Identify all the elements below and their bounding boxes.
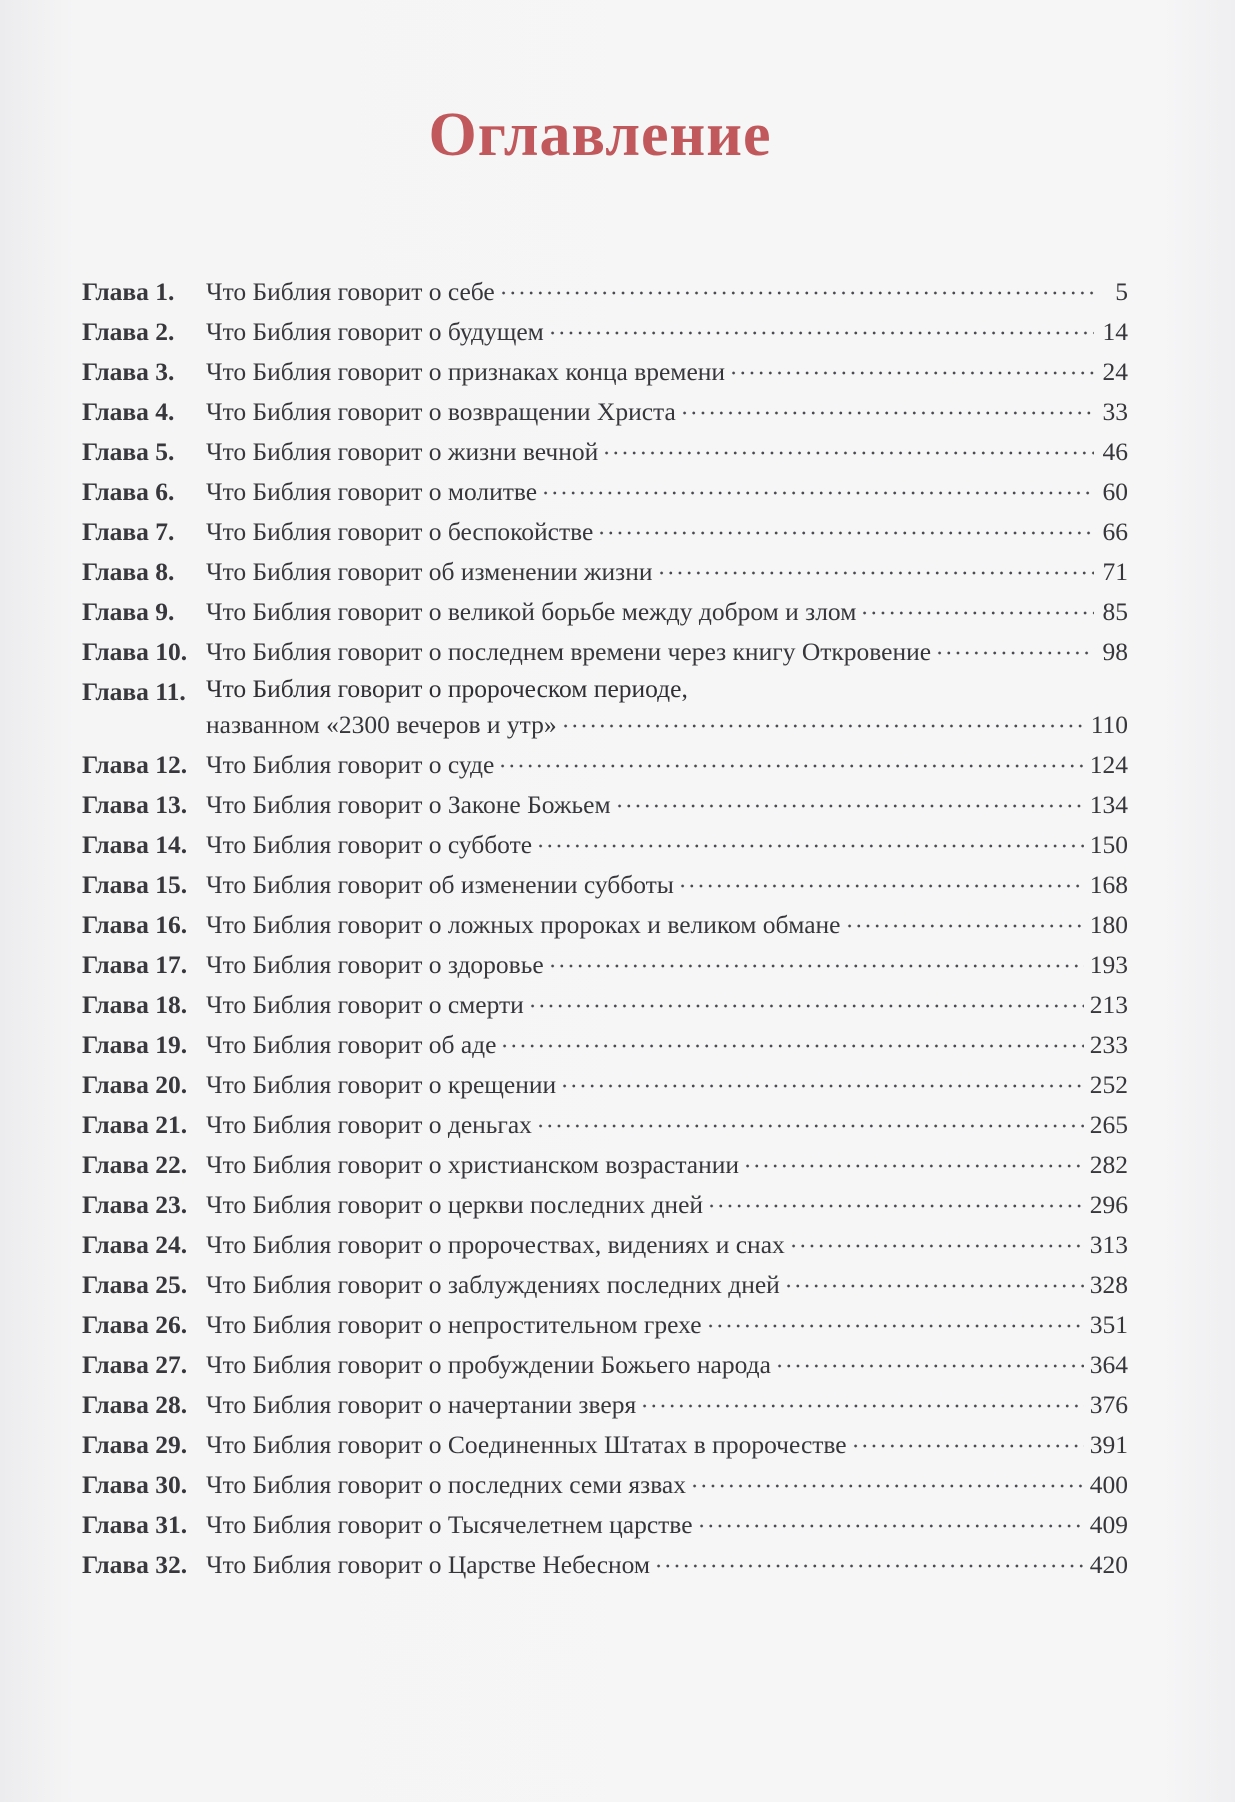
toc-entry[interactable] xyxy=(82,1265,1128,1305)
dot-leader xyxy=(680,391,1094,417)
chapter-label: Глава 27. xyxy=(82,1350,188,1379)
chapter-label: Глава 11. xyxy=(82,677,186,706)
chapter-label: Глава 10. xyxy=(82,637,188,666)
chapter-label: Глава 14. xyxy=(82,830,188,859)
chapter-label: Глава 9. xyxy=(82,597,175,626)
chapter-title: Что Библия говорит о молитве xyxy=(206,477,538,506)
toc-entry[interactable] xyxy=(82,825,1128,865)
page-number: 180 xyxy=(1089,910,1128,939)
dot-leader xyxy=(615,784,1084,810)
dot-leader xyxy=(498,744,1083,770)
chapter-label: Глава 2. xyxy=(82,317,175,346)
toc-entry[interactable] xyxy=(82,745,1128,785)
dot-leader xyxy=(536,824,1084,850)
page-number: 134 xyxy=(1089,790,1128,819)
chapter-title: Что Библия говорит о будущем xyxy=(206,317,544,346)
table-of-contents xyxy=(82,272,1128,1585)
chapter-title: Что Библия говорит о Тысячелетнем царстве xyxy=(206,1510,693,1539)
page-number: 213 xyxy=(1089,990,1128,1019)
dot-leader xyxy=(935,631,1094,657)
dot-leader xyxy=(851,1424,1084,1450)
chapter-label: Глава 1. xyxy=(82,277,175,306)
page-number: 193 xyxy=(1089,950,1128,979)
chapter-title: Что Библия говорит о здоровье xyxy=(206,950,544,979)
chapter-title: Что Библия говорит о суде xyxy=(206,750,495,779)
chapter-title: Что Библия говорит о беспокойстве xyxy=(206,517,594,546)
chapter-title: Что Библия говорит о пророческом периоде, xyxy=(206,674,688,703)
dot-leader xyxy=(789,1224,1084,1250)
page-number: 33 xyxy=(1102,397,1128,426)
chapter-label: Глава 26. xyxy=(82,1310,188,1339)
chapter-title: Что Библия говорит о ложных пророках и великом обмане xyxy=(206,910,841,939)
page-number: 420 xyxy=(1089,1550,1128,1579)
dot-leader xyxy=(560,1064,1084,1090)
chapter-label: Глава 25. xyxy=(82,1270,188,1299)
chapter-label: Глава 29. xyxy=(82,1430,188,1459)
toc-entry[interactable] xyxy=(82,592,1128,632)
toc-entry[interactable] xyxy=(82,905,1128,945)
toc-entry[interactable] xyxy=(82,1185,1128,1225)
page-number: 60 xyxy=(1102,477,1128,506)
dot-leader xyxy=(528,984,1084,1010)
chapter-title: Что Библия говорит о пророчествах, видениях и снах xyxy=(206,1230,785,1259)
page-number: 71 xyxy=(1102,557,1128,586)
toc-entry[interactable] xyxy=(82,1545,1128,1585)
chapter-label: Глава 17. xyxy=(82,950,188,979)
toc-entry[interactable] xyxy=(82,272,1128,312)
chapter-label: Глава 18. xyxy=(82,990,188,1019)
page-number: 391 xyxy=(1089,1430,1128,1459)
chapter-label: Глава 22. xyxy=(82,1150,188,1179)
chapter-label: Глава 12. xyxy=(82,750,188,779)
toc-entry[interactable] xyxy=(82,945,1128,985)
page-number: 282 xyxy=(1089,1150,1128,1179)
page-number: 364 xyxy=(1089,1350,1128,1379)
chapter-label: Глава 23. xyxy=(82,1190,188,1219)
dot-leader xyxy=(860,591,1094,617)
page-number: 409 xyxy=(1089,1510,1128,1539)
toc-entry[interactable] xyxy=(82,785,1128,825)
chapter-title: Что Библия говорит об изменении жизни xyxy=(206,557,653,586)
page-number: 328 xyxy=(1089,1270,1128,1299)
chapter-title: Что Библия говорит о пробуждении Божьего народа xyxy=(206,1350,771,1379)
chapter-label: Глава 31. xyxy=(82,1510,188,1539)
dot-leader xyxy=(784,1264,1084,1290)
toc-entry[interactable] xyxy=(82,1105,1128,1145)
chapter-label: Глава 21. xyxy=(82,1110,188,1139)
chapter-label: Глава 24. xyxy=(82,1230,188,1259)
page-number: 168 xyxy=(1089,870,1128,899)
page-number: 85 xyxy=(1102,597,1128,626)
chapter-label: Глава 6. xyxy=(82,477,175,506)
chapter-label: Глава 13. xyxy=(82,790,188,819)
dot-leader xyxy=(707,1184,1084,1210)
toc-entry[interactable] xyxy=(82,1385,1128,1425)
chapter-title: Что Библия говорит о крещении xyxy=(206,1070,557,1099)
chapter-title: Что Библия говорит о заблуждениях последних дней xyxy=(206,1270,780,1299)
toc-entry[interactable] xyxy=(82,472,1128,512)
toc-entry[interactable] xyxy=(82,1505,1128,1545)
toc-entry[interactable] xyxy=(82,1145,1128,1185)
chapter-label: Глава 5. xyxy=(82,437,175,466)
dot-leader xyxy=(561,704,1085,730)
page-number: 313 xyxy=(1089,1230,1128,1259)
chapter-label: Глава 3. xyxy=(82,357,175,386)
toc-entry[interactable] xyxy=(82,672,1128,745)
toc-entry[interactable] xyxy=(82,1465,1128,1505)
toc-entry[interactable] xyxy=(82,1065,1128,1105)
chapter-label: Глава 16. xyxy=(82,910,188,939)
toc-entry[interactable] xyxy=(82,392,1128,432)
page-number: 98 xyxy=(1102,637,1128,666)
chapter-title: Что Библия говорит о непростительном грехе xyxy=(206,1310,702,1339)
page-number: 5 xyxy=(1115,277,1128,306)
dot-leader xyxy=(775,1344,1084,1370)
page-title: Оглавление xyxy=(428,101,772,169)
dot-leader xyxy=(678,864,1084,890)
toc-entry[interactable] xyxy=(82,865,1128,905)
page-number: 124 xyxy=(1089,750,1128,779)
dot-leader xyxy=(541,471,1094,497)
dot-leader xyxy=(729,351,1094,377)
page-number: 265 xyxy=(1089,1110,1128,1139)
chapter-title: Что Библия говорит о себе xyxy=(206,277,495,306)
dot-leader xyxy=(845,904,1084,930)
chapter-label: Глава 20. xyxy=(82,1070,188,1099)
toc-entry[interactable] xyxy=(82,985,1128,1025)
page-number: 24 xyxy=(1102,357,1128,386)
toc-entry[interactable] xyxy=(82,352,1128,392)
chapter-title: Что Библия говорит о признаках конца времени xyxy=(206,357,726,386)
toc-entry[interactable] xyxy=(82,1225,1128,1265)
chapter-title: Что Библия говорит о жизни вечной xyxy=(206,437,599,466)
chapter-title: Что Библия говорит о субботе xyxy=(206,830,533,859)
page-number: 150 xyxy=(1089,830,1128,859)
dot-leader xyxy=(500,1024,1083,1050)
page-number: 252 xyxy=(1089,1070,1128,1099)
chapter-title: Что Библия говорит о Законе Божьем xyxy=(206,790,611,819)
toc-entry[interactable] xyxy=(82,632,1128,672)
page-number: 46 xyxy=(1102,437,1128,466)
dot-leader xyxy=(548,944,1084,970)
page-number: 110 xyxy=(1090,710,1128,739)
chapter-title: Что Библия говорит о великой борьбе между добром и злом xyxy=(206,597,857,626)
dot-leader xyxy=(548,311,1094,337)
page-number: 66 xyxy=(1102,517,1128,546)
dot-leader xyxy=(743,1144,1084,1170)
page-number: 233 xyxy=(1089,1030,1128,1059)
chapter-label: Глава 4. xyxy=(82,397,175,426)
page-number: 400 xyxy=(1089,1470,1128,1499)
toc-entry[interactable] xyxy=(82,432,1128,472)
dot-leader xyxy=(657,551,1094,577)
chapter-label: Глава 8. xyxy=(82,557,175,586)
chapter-title: Что Библия говорит о последних семи язвах xyxy=(206,1470,686,1499)
chapter-label: Глава 7. xyxy=(82,517,175,546)
toc-entry[interactable] xyxy=(82,1305,1128,1345)
chapter-title: Что Библия говорит о церкви последних дней xyxy=(206,1190,704,1219)
page-number: 351 xyxy=(1089,1310,1128,1339)
page-number: 14 xyxy=(1102,317,1128,346)
chapter-label: Глава 19. xyxy=(82,1030,188,1059)
chapter-label: Глава 32. xyxy=(82,1550,188,1579)
dot-leader xyxy=(499,271,1094,297)
chapter-title: Что Библия говорит о деньгах xyxy=(206,1110,532,1139)
dot-leader xyxy=(697,1504,1084,1530)
dot-leader xyxy=(654,1544,1084,1570)
chapter-label: Глава 28. xyxy=(82,1390,188,1419)
dot-leader xyxy=(602,431,1094,457)
dot-leader xyxy=(690,1464,1084,1490)
chapter-title: Что Библия говорит о начертании зверя xyxy=(206,1390,637,1419)
chapter-title: Что Библия говорит о возвращении Христа xyxy=(206,397,676,426)
chapter-label: Глава 15. xyxy=(82,870,188,899)
toc-entry[interactable] xyxy=(82,552,1128,592)
page-number: 376 xyxy=(1089,1390,1128,1419)
chapter-title: Что Библия говорит об изменении субботы xyxy=(206,870,674,899)
chapter-title: Что Библия говорит об аде xyxy=(206,1030,497,1059)
dot-leader xyxy=(640,1384,1084,1410)
toc-entry[interactable] xyxy=(82,1345,1128,1385)
chapter-title: Что Библия говорит о Соединенных Штатах в пророчестве xyxy=(206,1430,847,1459)
chapter-label: Глава 30. xyxy=(82,1470,188,1499)
page-number: 296 xyxy=(1089,1190,1128,1219)
toc-entry[interactable] xyxy=(82,1025,1128,1065)
dot-leader xyxy=(597,511,1094,537)
toc-entry[interactable] xyxy=(82,312,1128,352)
toc-entry[interactable] xyxy=(82,512,1128,552)
toc-entry[interactable] xyxy=(82,1425,1128,1465)
chapter-title: Что Библия говорит о христианском возрастании xyxy=(206,1150,740,1179)
dot-leader xyxy=(536,1104,1084,1130)
chapter-title-continuation: названном «2300 вечеров и утр» xyxy=(206,710,557,739)
chapter-title: Что Библия говорит о смерти xyxy=(206,990,524,1019)
dot-leader xyxy=(706,1304,1084,1330)
chapter-title: Что Библия говорит о последнем времени через книгу Откровение xyxy=(206,637,932,666)
chapter-title: Что Библия говорит о Царстве Небесном xyxy=(206,1550,651,1579)
